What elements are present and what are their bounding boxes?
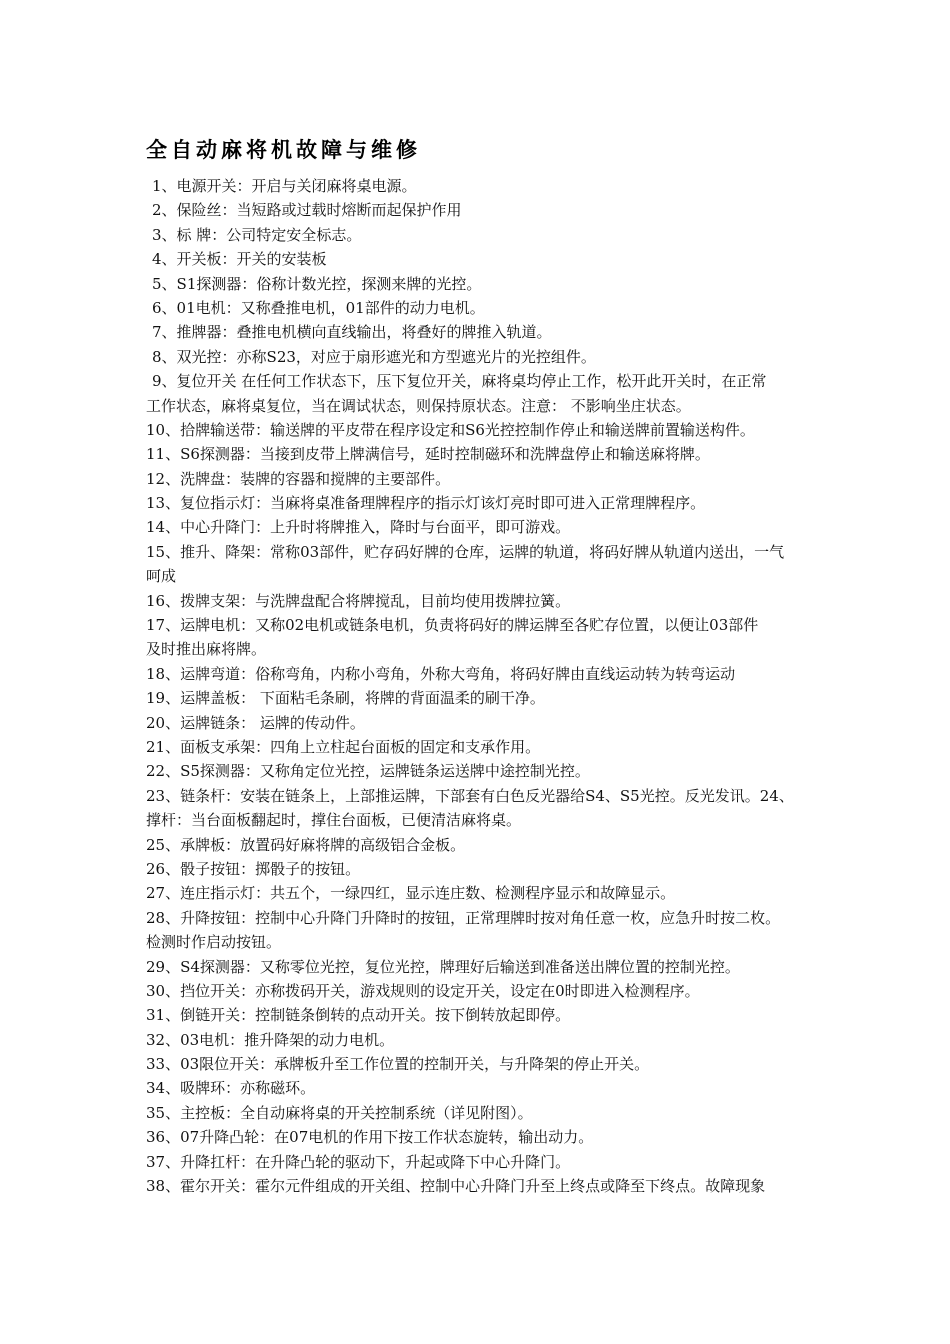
- text-line: 8、双光控：亦称S23，对应于扇形遮光和方型遮光片的光控组件。: [152, 347, 596, 366]
- text-line: 工作状态，麻将桌复位，当在调试状态，则保持原状态。注意： 不影响坐庄状态。: [146, 396, 691, 415]
- text-line: 36、07升降凸轮：在07电机的作用下按工作状态旋转，输出动力。: [146, 1128, 594, 1147]
- text-line: 32、03电机：推升降架的动力电机。: [146, 1030, 395, 1049]
- text-line: 5、S1探测器：俗称计数光控，探测来牌的光控。: [152, 274, 482, 293]
- text-line: 28、升降按钮：控制中心升降门升降时的按钮，正常理牌时按对角任意一枚，应急升时按二枚。: [146, 908, 781, 927]
- text-line: 及时推出麻将牌。: [146, 640, 267, 659]
- text-line: 27、连庄指示灯：共五个，一绿四红，显示连庄数、检测程序显示和故障显示。: [146, 884, 676, 903]
- text-line: 11、S6探测器：当接到皮带上牌满信号，延时控制磁环和洗牌盘停止和输送麻将牌。: [146, 445, 710, 464]
- text-line: 6、01电机：又称叠推电机，01部件的动力电机。: [152, 298, 485, 317]
- document-title: 全自动麻将机故障与维修: [146, 137, 421, 162]
- text-line: 26、骰子按钮：掷骰子的按钮。: [146, 859, 361, 878]
- text-line: 23、链条杆：安装在链条上，上部推运牌，下部套有白色反光器给S4、S5光控。反光发讯。24、: [146, 786, 794, 805]
- text-line: 35、主控板：全自动麻将桌的开关控制系统（详见附图）。: [146, 1103, 533, 1122]
- text-line: 34、吸牌环：亦称磁环。: [146, 1079, 316, 1098]
- text-line: 4、开关板：开关的安装板: [152, 250, 327, 269]
- text-line: 21、面板支承架：四角上立柱起台面板的固定和支承作用。: [146, 737, 541, 756]
- text-line: 2、保险丝：当短路或过载时熔断而起保护作用: [152, 201, 462, 220]
- text-line: 呵成: [146, 567, 177, 586]
- text-line: 10、拾牌输送带：输送牌的平皮带在程序设定和S6光控控制作停止和输送牌前置输送构件。: [146, 420, 755, 439]
- text-line: 3、标 牌：公司特定安全标志。: [152, 225, 362, 244]
- text-line: 33、03限位开关：承牌板升至工作位置的控制开关，与升降架的停止开关。: [146, 1055, 650, 1074]
- text-line: 31、倒链开关：控制链条倒转的点动开关。按下倒转放起即停。: [146, 1006, 571, 1025]
- text-line: 38、霍尔开关：霍尔元件组成的开关组、控制中心升降门升至上终点或降至下终点。故障现象: [146, 1177, 766, 1196]
- text-line: 12、洗牌盘：装牌的容器和搅牌的主要部件。: [146, 469, 451, 488]
- text-line: 16、拨牌支架：与洗牌盘配合将牌搅乱，目前均使用拨牌拉簧。: [146, 591, 571, 610]
- text-line: 22、S5探测器：又称角定位光控，运牌链条运送牌中途控制光控。: [146, 762, 590, 781]
- text-line: 7、推牌器：叠推电机横向直线输出，将叠好的牌推入轨道。: [152, 323, 552, 342]
- text-line: 14、中心升降门：上升时将牌推入，降时与台面平，即可游戏。: [146, 518, 571, 537]
- text-line: 17、运牌电机：又称02电机或链条电机，负责将码好的牌运牌至各贮存位置，以便让03部件: [146, 616, 759, 635]
- text-line: 19、运牌盖板： 下面粘毛条刷，将牌的背面温柔的刷干净。: [146, 689, 545, 708]
- text-line: 15、推升、降架：常称03部件，贮存码好牌的仓库，运牌的轨道，将码好牌从轨道内送出，一气: [146, 542, 785, 561]
- text-line: 13、复位指示灯：当麻将桌准备理牌程序的指示灯该灯亮时即可进入正常理牌程序。: [146, 494, 706, 513]
- text-line: 9、复位开关 在任何工作状态下，压下复位开关，麻将桌均停止工作，松开此开关时，在正常: [152, 372, 767, 391]
- text-line: 37、升降扛杆：在升降凸轮的驱动下，升起或降下中心升降门。: [146, 1152, 571, 1171]
- text-line: 25、承牌板：放置码好麻将牌的高级铝合金板。: [146, 835, 466, 854]
- text-line: 检测时作启动按钮。: [146, 933, 282, 952]
- text-line: 29、S4探测器：又称零位光控，复位光控，牌理好后输送到准备送出牌位置的控制光控。: [146, 957, 740, 976]
- text-line: 1、电源开关：开启与关闭麻将桌电源。: [152, 177, 417, 195]
- text-line: 30、挡位开关：亦称拨码开关，游戏规则的设定开关，设定在0时即进入检测程序。: [146, 981, 700, 1000]
- text-line: 20、运牌链条： 运牌的传动件。: [146, 713, 365, 732]
- text-line: 撑杆：当台面板翻起时，撑住台面板，已便清洁麻将桌。: [146, 811, 522, 830]
- text-line: 18、运牌弯道：俗称弯角，内称小弯角，外称大弯角，将码好牌由直线运动转为转弯运动: [146, 664, 736, 683]
- document-body: [146, 174, 826, 1198]
